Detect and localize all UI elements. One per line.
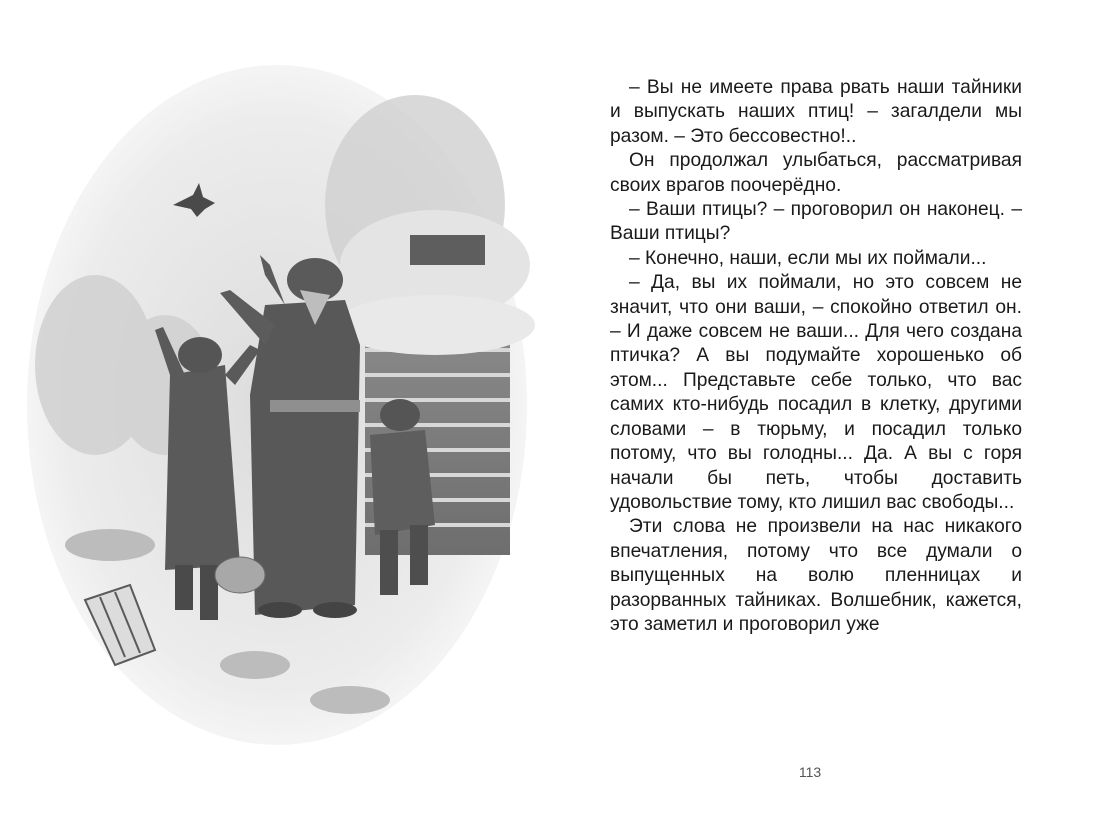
page-text <box>610 76 1022 637</box>
paragraph: – Конечно, наши, если мы их поймали... <box>629 247 987 269</box>
winter-scene-illustration <box>15 45 540 755</box>
wicker-basket <box>215 557 265 593</box>
log-hut <box>335 210 535 555</box>
paragraph: Он продолжал улыбаться, рассматривая своих врагов поочерёдно. <box>610 150 1022 196</box>
page-number: 113 <box>798 764 822 780</box>
paragraph: – Да, вы их поймали, но это совсем не значит, что они ваши, – спокойно ответил он. – И даже совсем не ваши... Для чего создана птичка? А вы подумайте хорошенько об этом... Представьте себе только, что вас самих кто-нибудь посадил в клетку, другими словами – в тюрьму, и посадил только потому, что вы голодны... Да. А вы с горя начали бы петь, чтобы доставить удовольствие тому, кто лишил вас свободы... <box>610 272 1022 513</box>
paragraph: – Ваши птицы? – проговорил он наконец. – Ваши птицы? <box>610 199 1022 245</box>
paragraph: Эти слова не произвели на нас никакого впечатления, потому что все думали о выпущенных на волю пленницах и разорванных тайниках. Волшебник, кажется, это заметил и проговорил уже <box>610 516 1022 635</box>
paragraph: – Вы не имеете права рвать наши тайники и выпускать наших птиц! – загалдели мы разом. – Это бессовестно!.. <box>610 77 1022 147</box>
illustration <box>15 45 540 755</box>
